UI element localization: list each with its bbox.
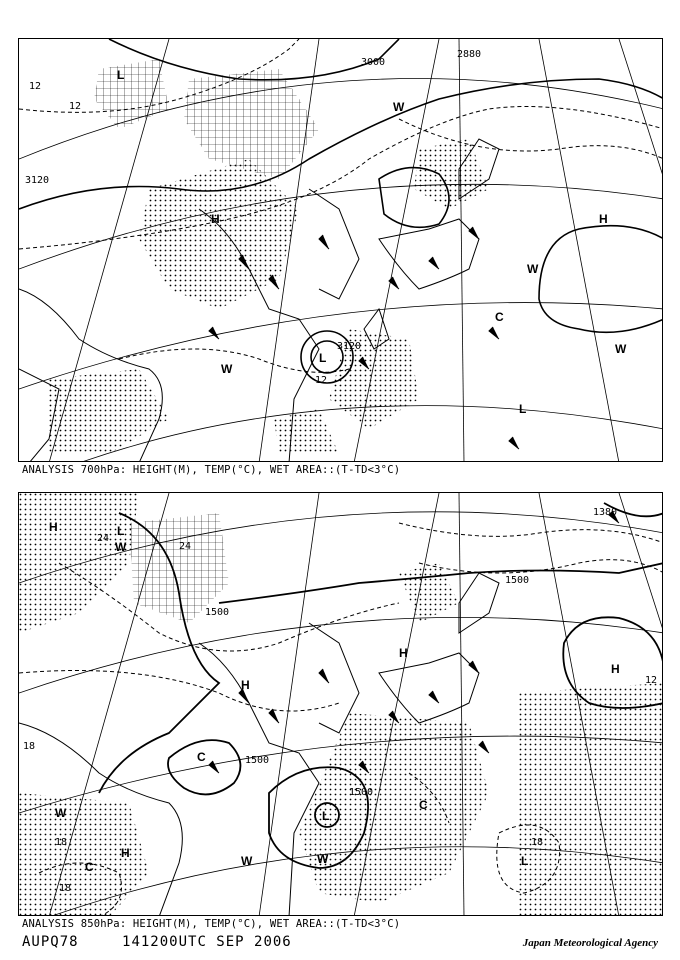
high-pressure-symbol: H (121, 846, 130, 860)
hatched-area (94, 59, 169, 129)
wet-area (139, 159, 299, 309)
chart-footer (22, 934, 326, 950)
wet-area (299, 713, 489, 903)
contour-label: 24 (97, 533, 110, 544)
map-700hpa-svg (19, 39, 663, 462)
agency-name: Japan Meteorological Agency (522, 937, 658, 949)
contour-label: 3120 (337, 341, 362, 352)
warm-symbol: W (615, 342, 627, 356)
cold-symbol: C (85, 860, 94, 874)
high-pressure-symbol: H (399, 646, 408, 660)
high-pressure-symbol: H (211, 212, 220, 226)
wet-area (519, 683, 663, 916)
contour-label: 24 (179, 541, 192, 552)
map-panel-850hpa (18, 492, 663, 916)
low-pressure-symbol: L (117, 68, 125, 82)
contour-label: 1500 (505, 575, 530, 586)
wet-area (399, 563, 459, 623)
map-850hpa-svg (19, 493, 663, 916)
warm-symbol: W (317, 852, 329, 866)
contour-label: 18 (59, 883, 72, 894)
low-pressure-symbol: L (117, 524, 125, 538)
low-pressure-symbol: L (519, 402, 527, 416)
high-pressure-symbol: H (49, 520, 58, 534)
contour-label: 3000 (361, 57, 386, 68)
contour-label: 12 (645, 675, 658, 686)
chart-code: AUPQ78 (22, 934, 79, 950)
warm-symbol: W (55, 806, 67, 820)
high-pressure-symbol: H (611, 662, 620, 676)
contour-label: 18 (55, 837, 68, 848)
contour-label: 1380 (593, 507, 618, 518)
low-pressure-symbol: L (521, 854, 529, 868)
contour-label: 18 (531, 837, 544, 848)
warm-symbol: W (221, 362, 233, 376)
high-pressure-symbol: H (241, 678, 250, 692)
warm-symbol: W (115, 540, 127, 554)
contour-label: 1500 (245, 755, 270, 766)
low-pressure-symbol: L (319, 351, 327, 365)
high-pressure-symbol: H (599, 212, 608, 226)
cold-symbol: C (197, 750, 206, 764)
contour-label: 12 (69, 101, 82, 112)
contour-label: 12 (29, 81, 42, 92)
panel-caption-700hpa: ANALYSIS 700hPa: HEIGHT(M), TEMP(°C), WET AREA::(T-TD<3°C) (22, 464, 401, 476)
wet-area (414, 139, 489, 209)
warm-symbol: W (393, 100, 405, 114)
warm-symbol: W (241, 854, 253, 868)
cold-symbol: C (419, 798, 428, 812)
contour-label: 3120 (25, 175, 50, 186)
contour-label: 1500 (205, 607, 230, 618)
panel-caption-850hpa: ANALYSIS 850hPa: HEIGHT(M), TEMP(°C), WET AREA::(T-TD<3°C) (22, 918, 401, 930)
chart-datetime: 141200UTC SEP 2006 (122, 934, 292, 950)
map-panel-700hpa (18, 38, 663, 462)
contour-label: 18 (23, 741, 36, 752)
contour-label: 12 (315, 375, 328, 386)
cold-symbol: C (495, 310, 504, 324)
low-pressure-symbol: L (322, 809, 330, 823)
warm-symbol: W (527, 262, 539, 276)
wet-area (274, 409, 339, 454)
contour-label: 2880 (457, 49, 482, 60)
contour-label: 1500 (349, 787, 374, 798)
